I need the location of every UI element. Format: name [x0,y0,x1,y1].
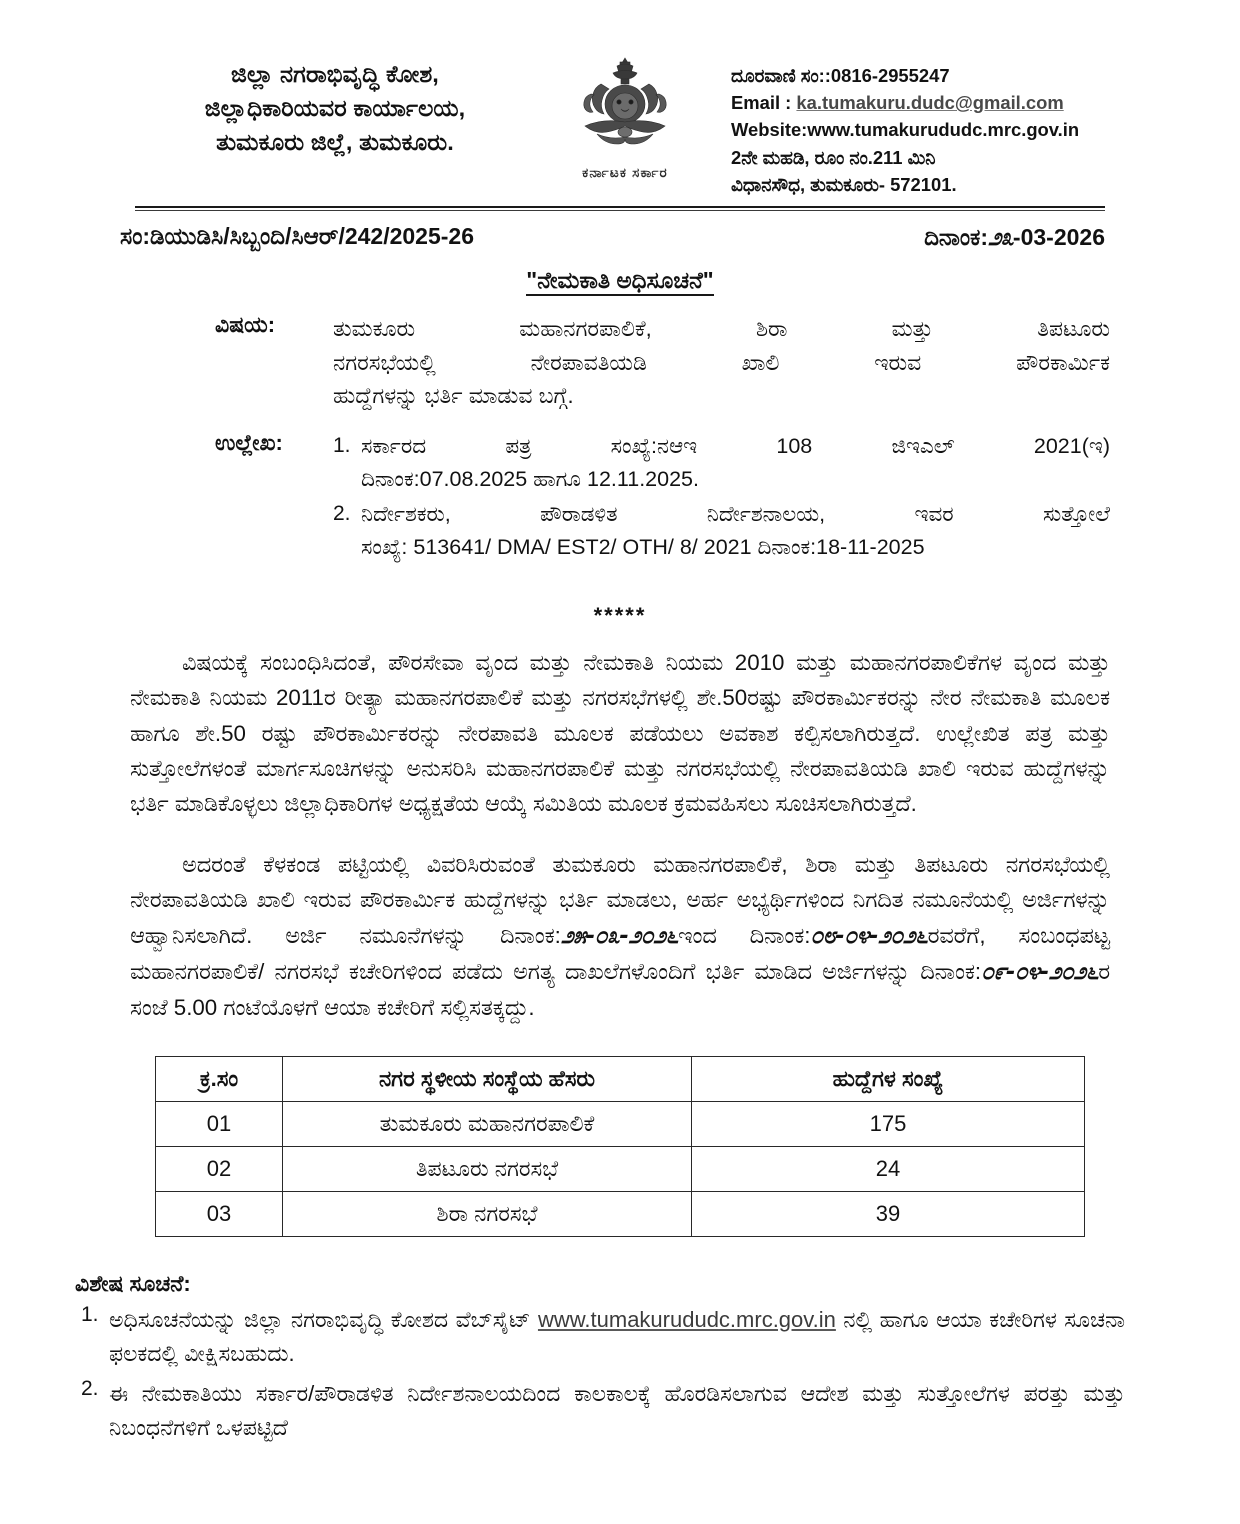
table-cell-ulb-name: ತಿಪಟೂರು ನಗರಸಭೆ [283,1146,692,1191]
email-line [731,89,1105,116]
body-paragraph-1: ವಿಷಯಕ್ಕೆ ಸಂಬಂಧಿಸಿದಂತೆ, ಪೌರಸೇವಾ ವೃಂದ ಮತ್ತು ನೇಮಕಾತಿ ನಿಯಮ 2010 ಮತ್ತು ಮಹಾನಗರಪಾಲಿಕೆಗಳ ವೃಂದ ಮತ್ತು ನೇಮಕಾತಿ ನಿಯಮ 2011ರ ರೀತ್ಯಾ ಮಹಾನಗರಪಾಲಿಕೆ ಮತ್ತು ನಗರಸಭೆಗಳಲ್ಲಿ ಶೇ.50ರಷ್ಟು ಪೌರಕಾರ್ಮಿಕರನ್ನು ನೇರ ನೇಮಕಾತಿ ಮೂಲಕ ಹಾಗೂ ಶೇ.50 ರಷ್ಟು ಪೌರಕಾರ್ಮಿಕರನ್ನು ನೇರಪಾವತಿ ಮೂಲಕ ಪಡೆಯಲು ಅವಕಾಶ ಕಲ್ಪಿಸಲಾಗಿರುತ್ತದೆ. ಉಲ್ಲೇಖಿತ ಪತ್ರ ಮತ್ತು ಸುತ್ತೋಲೆಗಳಂತೆ ಮಾರ್ಗಸೂಚಿಗಳನ್ನು ಅನುಸರಿಸಿ ಮಹಾನಗರಪಾಲಿಕೆ ಮತ್ತು ನಗರಸಭೆಯಲ್ಲಿ ನೇರಪಾವತಿಯಡಿ ಖಾಲಿ ಇರುವ ಹುದ್ದೆಗಳನ್ನು ಭರ್ತಿ ಮಾಡಿಕೊಳ್ಳಲು ಜಿಲ್ಲಾಧಿಕಾರಿಗಳ ಅಧ್ಯಕ್ಷತೆಯ ಆಯ್ಕೆ ಸಮಿತಿಯ ಮೂಲಕ ಕ್ರಮವಹಿಸಲು ಸೂಚಿಸಲಾಗಿರುತ್ತದೆ. [130,650,1110,817]
email-address[interactable]: ka.tumakuru.dudc@gmail.com [796,92,1064,114]
table-cell-ulb-name: ತುಮಕೂರು ಮಹಾನಗರಪಾಲಿಕೆ [283,1101,692,1146]
posts-table [155,1056,1085,1237]
table-cell-post-count: 39 [692,1191,1085,1236]
subject-line-1: ತುಮಕೂರು ಮಹಾನಗರಪಾಲಿಕೆ, ಶಿರಾ ಮತ್ತು ತಿಪಟೂರು [333,316,1110,342]
table-row [156,1146,1085,1191]
file-reference-number: ಸಂ:ಡಿಯುಡಿಸಿ/ಸಿಬ್ಬಂದಿ/ಸಿಆರ್/242/2025-26 [120,223,475,250]
reference-item [333,430,1110,495]
contact-block [715,52,1105,198]
email-label: Email : [731,92,797,114]
table-cell-ulb-name: ಶಿರಾ ನಗರಸಭೆ [283,1191,692,1236]
subject-line-3: ಹುದ್ದೆಗಳನ್ನು ಭರ್ತಿ ಮಾಡುವ ಬಗ್ಗೆ. [333,383,574,409]
address-line-1: 2ನೇ ಮಹಡಿ, ರೂಂ ನಂ.211 ಮಿನಿ [731,146,936,168]
paragraph-2-segment-4: ರ ಸಂಜೆ 5.00 ಗಂಟೆಯೊಳಗೆ ಆಯಾ ಕಚೇರಿಗೆ ಸಲ್ಲಿಸತಕ್ಕದ್ದು. [130,959,1110,1021]
page-title-text: "ನೇಮಕಾತಿ ಅಧಿಸೂಚನೆ" [526,267,713,296]
table-cell-sl: 01 [156,1101,283,1146]
office-name-line-2: ಜಿಲ್ಲಾಧಿಕಾರಿಯವರ ಕಾರ್ಯಾಲಯ, [204,94,466,121]
page-title [0,267,1240,294]
reference-item-line-2: ಸಂಖ್ಯೆ: 513641/ DMA/ EST2/ OTH/ 8/ 2021 ದಿನಾಂಕ:18-11-2025 [361,534,925,559]
table-row [156,1191,1085,1236]
reference-item-number: 2. [333,501,351,525]
paragraph-2-segment-3: ರವರೆಗೆ, ಸಂಬಂಧಪಟ್ಟ ಮಹಾನಗರಪಾಲಿಕೆ/ ನಗರಸಭೆ ಕಚೇರಿಗಳಿಂದ ಪಡೆದು ಅಗತ್ಯ ದಾಖಲೆಗಳೊಂದಿಗೆ ಭರ್ತಿ ಮಾಡಿದ ಅರ್ಜಿಗಳನ್ನು ದಿನಾಂಕ: [130,922,1110,985]
paragraph-2-segment-2: ಇಂದ ದಿನಾಂಕ: [677,922,811,948]
phone-line: ದೂರವಾಣಿ ಸಂ::0816-2955247 [731,65,950,86]
address-line-2: ವಿಧಾನಸೌಧ, ತುಮಕೂರು- 572101. [731,173,957,195]
special-notes-title: ವಿಶೇಷ ಸೂಚನೆ: [75,1270,191,1296]
website-line[interactable]: Website:www.tumakurududc.mrc.gov.in [731,119,1080,141]
table-header-post-count: ಹುದ್ದೆಗಳ ಸಂಖ್ಯೆ [692,1056,1085,1101]
note-item-number: 2. [81,1376,99,1400]
special-notes-list [75,1303,1125,1445]
note-text-post: ನಲ್ಲಿ ಹಾಗೂ ಆಯಾ ಕಚೇರಿಗಳ ಸೂಚನಾ ಫಲಕದಲ್ಲಿ ವೀಕ್ಷಿಸಬಹುದು. [109,1306,1126,1366]
reference-item-line-1: ನಿರ್ದೇಶಕರು, ಪೌರಾಡಳಿತ ನಿರ್ದೇಶನಾಲಯ, ಇವರ ಸುತ್ತೋಲೆ [361,501,1110,526]
table-row [156,1101,1085,1146]
subject-label: ವಿಷಯ: [215,312,276,338]
note-item-number: 1. [81,1302,99,1326]
note-text-pre: ಈ ನೇಮಕಾತಿಯು ಸರ್ಕಾರ/ಪೌರಾಡಳಿತ ನಿರ್ದೇಶನಾಲಯದಿಂದ ಕಾಲಕಾಲಕ್ಕೆ ಹೊರಡಿಸಲಾಗುವ ಆದೇಶ ಮತ್ತು ಸುತ್ತೋಲೆಗಳ ಪರತ್ತು ಮತ್ತು ನಿಬಂಧನೆಗಳಿಗೆ ಒಳಪಟ್ಟಿದೆ [109,1380,1125,1440]
subject-body [333,312,1110,412]
application-end-date-handwritten: ೦೮-೦೪-೨೦೨೬ [810,922,928,949]
reference-list [333,430,1110,563]
document-date [924,223,1105,251]
table-cell-sl: 02 [156,1146,283,1191]
table-header-sl: ಕ್ರ.ಸಂ [156,1056,283,1101]
date-handwritten-day: ೨೩ [988,223,1013,252]
state-emblem-icon [561,54,689,164]
table-cell-sl: 03 [156,1191,283,1236]
body-paragraph-2 [0,847,1240,1025]
subject-line-2: ನಗರಸಭೆಯಲ್ಲಿ ನೇರಪಾವತಿಯಡಿ ಖಾಲಿ ಇರುವ ಪೌರಕಾರ್ಮಿಕ [333,349,1110,375]
table-header-row [156,1056,1085,1101]
date-remainder: -03-2026 [1012,224,1105,251]
table-cell-post-count: 175 [692,1101,1085,1146]
reference-item [333,498,1110,563]
reference-date-line [0,211,1240,251]
emblem-caption: ಕರ್ನಾಟಕ ಸರ್ಕಾರ [582,165,668,180]
date-label: ದಿನಾಂಕ: [924,224,989,251]
letterhead [0,0,1240,198]
office-name-line-3: ತುಮಕೂರು ಜಿಲ್ಲೆ, ತುಮಕೂರು. [216,128,454,155]
asterisk-separator: ***** [593,603,647,629]
karnataka-emblem-block [535,52,715,181]
application-start-date-handwritten: ೨೫-೦೩-೨೦೨೬ [560,922,678,949]
office-name-line-1: ಜಿಲ್ಲಾ ನಗರಾಭಿವೃದ್ಧಿ ಕೋಶ, [231,61,439,87]
note-item [75,1303,1125,1371]
subject-block [0,312,1240,412]
paragraph-2-segment-1: ಅದರಂತೆ ಕೆಳಕಂಡ ಪಟ್ಟಿಯಲ್ಲಿ ವಿವರಿಸಿರುವಂತೆ ತುಮಕೂರು ಮಹಾನಗರಪಾಲಿಕೆ, ಶಿರಾ ಮತ್ತು ತಿಪಟೂರು ನಗರಸಭೆಯಲ್ಲಿ ನೇರಪಾವತಿಯಡಿ ಖಾಲಿ ಇರುವ ಪೌರಕಾರ್ಮಿಕ ಹುದ್ದೆಗಳನ್ನು ಭರ್ತಿ ಮಾಡಲು, ಅರ್ಹ ಅಭ್ಯರ್ಥಿಗಳಿಂದ ನಿಗದಿತ ನಮೂನೆಯಲ್ಲಿ ಅರ್ಜಿಗಳನ್ನು ಆಹ್ವಾನಿಸಲಾಗಿದೆ. ಅರ್ಜಿ ನಮೂನೆಗಳನ್ನು ದಿನಾಂಕ: [130,852,1110,948]
reference-item-line-1: ಸರ್ಕಾರದ ಪತ್ರ ಸಂಖ್ಯೆ:ನಆಇ 108 ಜಿಇಎಲ್ 2021(ಇ) [361,434,1110,459]
reference-label: ಉಲ್ಲೇಖ: [215,430,283,456]
office-name-block [135,52,535,159]
posts-table-wrapper [155,1056,1085,1237]
submission-deadline-date-handwritten: ೦೯-೦೪-೨೦೨೬ [981,959,1099,986]
special-notes-block [0,1271,1240,1445]
note-item [75,1377,1125,1445]
table-header-ulb-name: ನಗರ ಸ್ಥಳೀಯ ಸಂಸ್ಥೆಯ ಹೆಸರು [283,1056,692,1101]
notification-website-link[interactable]: www.tumakurududc.mrc.gov.in [537,1306,836,1332]
reference-block [0,430,1240,565]
table-cell-post-count: 24 [692,1146,1085,1191]
note-text-pre: ಅಧಿಸೂಚನೆಯನ್ನು ಜಿಲ್ಲಾ ನಗರಾಭಿವೃದ್ಧಿ ಕೋಶದ ವೆಬ್‌ಸೈಟ್ [109,1306,538,1332]
reference-item-number: 1. [333,434,351,458]
reference-item-line-2: ದಿನಾಂಕ:07.08.2025 ಹಾಗೂ 12.11.2025. [361,467,699,492]
